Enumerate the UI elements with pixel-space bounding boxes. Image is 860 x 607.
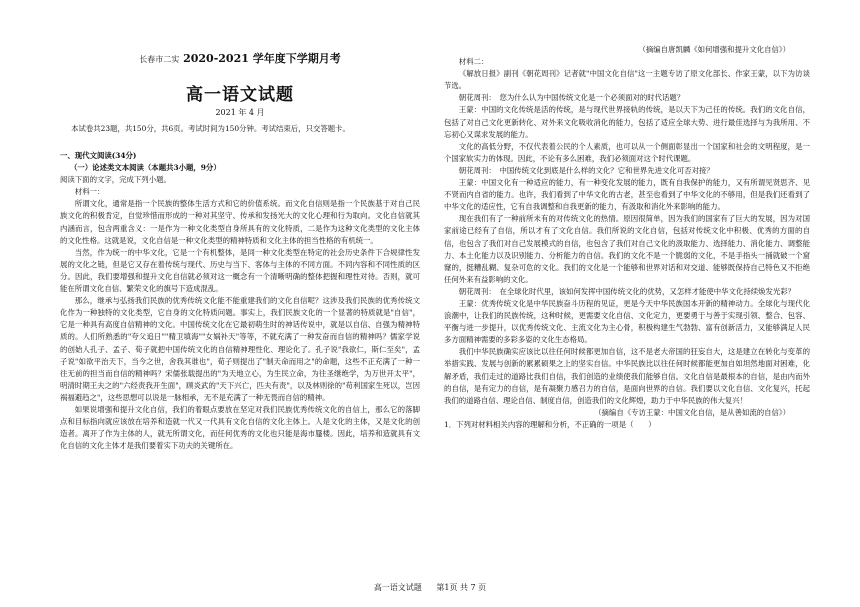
material-one-label: 材料一： xyxy=(74,187,105,197)
right-column xyxy=(444,44,810,431)
paragraph: 当然，作为统一的中华文化，它是一个有机整体，是同一种文化类型在特定的社会历史条件下合规律性发展的文化之链，但是它又存在着传统与现代、历史与当下、客体与主体的不同方面。不同内容和不同性质的区分。因此，我们要增强和提升文化自信就必须对这一概念有一个清晰明确的整体把握和理性对待。否则，就可能在所谓文化自信、繁荣文化的旗号下造成混乱。 xyxy=(60,247,420,294)
paragraph: 文化的高低分野，不仅代表着公民的个人素质，也可以从一个侧面彰显出一个国家和社会的文明程度，是一个国家软实力的体现。因此，不论有多么困难，我们必须面对这个时代课题。 xyxy=(444,141,810,163)
school-name: 长春市二实 xyxy=(139,55,180,64)
footer-subject: 高一语文试题 xyxy=(373,583,422,592)
paragraph: 所谓文化，通常是指一个民族的整体生活方式和它的价值系统。而文化自信则是指一个民族基于对自己民族文化的积极肯定，自觉珍惜而形成的一种对其坚守、传承和发扬光大的文化心理和行为取向。文化自信就其内涵而言，包含两重含义：一是作为一种文化类型自身所具有的文化特质，二是作为这种文化类型的文化主体的文化性格。这就是说，文化自信是一种文化类型的精神特质和文化主体的担当性格的有机统一。 xyxy=(60,199,420,245)
page-footer xyxy=(0,582,860,593)
left-column xyxy=(60,150,420,452)
subsection-heading: （一）论述类文本阅读（本题共3小题，9分） xyxy=(70,163,221,173)
instruction: 阅读下面的文字，完成下列小题。 xyxy=(60,175,171,185)
source-citation-one: （摘编自唐凯麟《如何增强和提升文化自信》） xyxy=(638,45,790,54)
footer-page-number: 第1页 共 7 页 xyxy=(436,583,487,592)
source-citation-two: （摘编自《专访王蒙：中国文化自信，是从善如流的自信》） xyxy=(594,407,790,417)
paragraph: 如果说增强和提升文化自信，我们的着眼点要放在坚定对我们民族优秀传统文化的自信上，那么它的落脚点和目标指向就应该放在培养和造就一代又一代具有文化自信的文化主体上。人是文化的主体，又是文化的创造者。离开了作为主体的人，就无所谓文化，而任何优秀的文化也只能是海市蜃楼。因此，培养和造就具有文化自信的文化主体才是我们要着实下功夫的关键所在。 xyxy=(60,404,420,451)
exam-term: 学年度下学期月考 xyxy=(252,52,341,65)
paragraph: 朝花周刊： 中国传统文化到底是什么样的文化？它和世界先进文化可否对接？ xyxy=(458,165,714,175)
paragraph: 朝花周刊： 您为什么认为中国传统文化是一个必须面对的时代话题？ xyxy=(458,93,685,103)
school-year-header xyxy=(60,50,420,66)
paragraph: 王蒙：优秀传统文化是中华民族奋斗历程的见证，更是今天中华民族国本开新的精神动力。全球化与现代化浪潮中，让我们的民族传统，这种时候，更需要文化自信、文化定力，更要勇于与善于实现引领、整合、包容、平衡与进一步提升，以优秀传统文化、主流文化为主心骨，积极构建生气勃勃、富有创新活力，又能够满足人民多方面精神需要的多彩多姿的文化生态格局。 xyxy=(444,298,810,345)
paragraph: 朝花周刊： 在全球化时代里，该如何发挥中国传统文化的优势，又怎样才能使中华文化持续焕发光彩？ xyxy=(458,286,796,296)
material-two-label: 材料二： xyxy=(458,57,489,67)
page-title: 高一语文试题 xyxy=(186,85,294,105)
paragraph: 我们中华民族确实应该比以往任何时候都更加自信，这不是老大帝国的狂妄自大，这是建立在转化与变革的举措实践、发展与创新的累累硕果之上的坚实自信。中华民族比以往任何时候都能更加自如坦然地面对困难，化解矛盾，我们走过的道路比我们自信，我们创造的业绩使我们能够自信。文化自信是最根本的自信，是由内而外的自信，是有定力的自信，是有凝聚力感召力的自信，是面向世界的自信。我们要以文化自信、文化复兴，托起我们的道路自信、理论自信、制度自信，创造我们的文化辉煌，助力于中华民族的伟大复兴！ xyxy=(444,347,810,405)
school-year: 2020-2021 xyxy=(183,52,249,65)
interview-intro: 《解放日报》副刊《朝花周刊》记者就"中国文化自信"这一主题专访了原文化部长、作家王蒙，以下为访谈节选。 xyxy=(444,69,810,91)
exam-date: 2021 年 4 月 xyxy=(215,108,265,117)
paragraph: 那么，继承与弘扬我们民族的优秀传统文化能不能重建我们的文化自信呢？这涉及我们民族的优秀传统文化作为一种独特的文化类型，它自身的文化特质问题。事实上，我们民族文化的一个显著的特质就是"自信"，它是一种具有高度自信精神的文化。中国传统文化在它最初萌生时的神话传说中，就是以自信、自强为精神特质的。人们所熟悉的"夸父追日""精卫填海""女娲补天"等等，不就充满了一种发奋而自信的精神吗？儒家学说的创始人孔子、孟子、荀子就把中国传统文化的自信精神理性化、理论化了。孔子说"我欲仁，斯仁至矣"，孟子说"如欲平治天下，当今之世，舍我其谁也"，荀子则提出了"制天命而用之"的命题，这些不正充满了一种一往无前的担当而自信的精神吗？宋儒张载提出的"为天地立心，为生民立命，为往圣继绝学，为万世开太平"，明清时期王夫之的"六经责我开生面"，顾炎武的"天下兴亡，匹夫有责"，以及林则徐的"苟利国家生死以，岂因祸福避趋之"，这些思想可以说是一脉相承，无不是充满了一种无畏而自信的精神。 xyxy=(60,296,420,402)
paragraph: 现在我们有了一种前所未有的对传统文化的热情。原因很简单，因为我们的国家有了巨大的发展，因为对国家前途已经有了自信，所以才有了文化自信。我们所说的文化自信，包括对传统文化中积极、优秀的方面的自信，也包含了我们对自己发展模式的自信，也包含了我们对自己文化的汲取能力、选择能力、消化能力、调整能力、本土化能力以及识别能力、分析能力的自信。我们的文化不是一个脆弱的文化，不是手指头一捅就破一个窟窿的，挺糟乱糊、复杂可危的文化。我们的文化是一个能够和世界对话和对交道、能够既保持自己特色又不拒绝任何外来有益影响的文化。 xyxy=(444,214,810,284)
paragraph: 王蒙：中国的文化传统是活的传统，是与现代世界接轨的传统，是以天下为己任的传统。我们的文化自信，包括了对自己文化更新转化、对外来文化吸收消化的能力，包括了适应全球大势、进行最佳选择与为我所用、不忘初心又谋求发展的能力。 xyxy=(444,105,810,139)
section-heading: 一、现代文阅读(34分) xyxy=(60,151,137,160)
paragraph: 王蒙：中国文化有一种适应的能力，有一种变化发展的能力，既有自我保护的能力，又有所谓见贤思齐、见不贤而内自省的能力。也许，我们看到了中华文化的古老，甚至也看到了中华文化的不够用，但是我们还看到了中华文化的适应性，它有自我调整和自我更新的能力，有汲取和消化外来影响的能力。 xyxy=(444,178,810,212)
question-one: 1．下列对材料相关内容的理解和分析，不正确的一项是（ ） xyxy=(444,419,656,429)
exam-note: 本试卷共23题，共150分，共6页。考试时间为150分钟。考试结束后，只交答题卡。 xyxy=(71,124,350,133)
